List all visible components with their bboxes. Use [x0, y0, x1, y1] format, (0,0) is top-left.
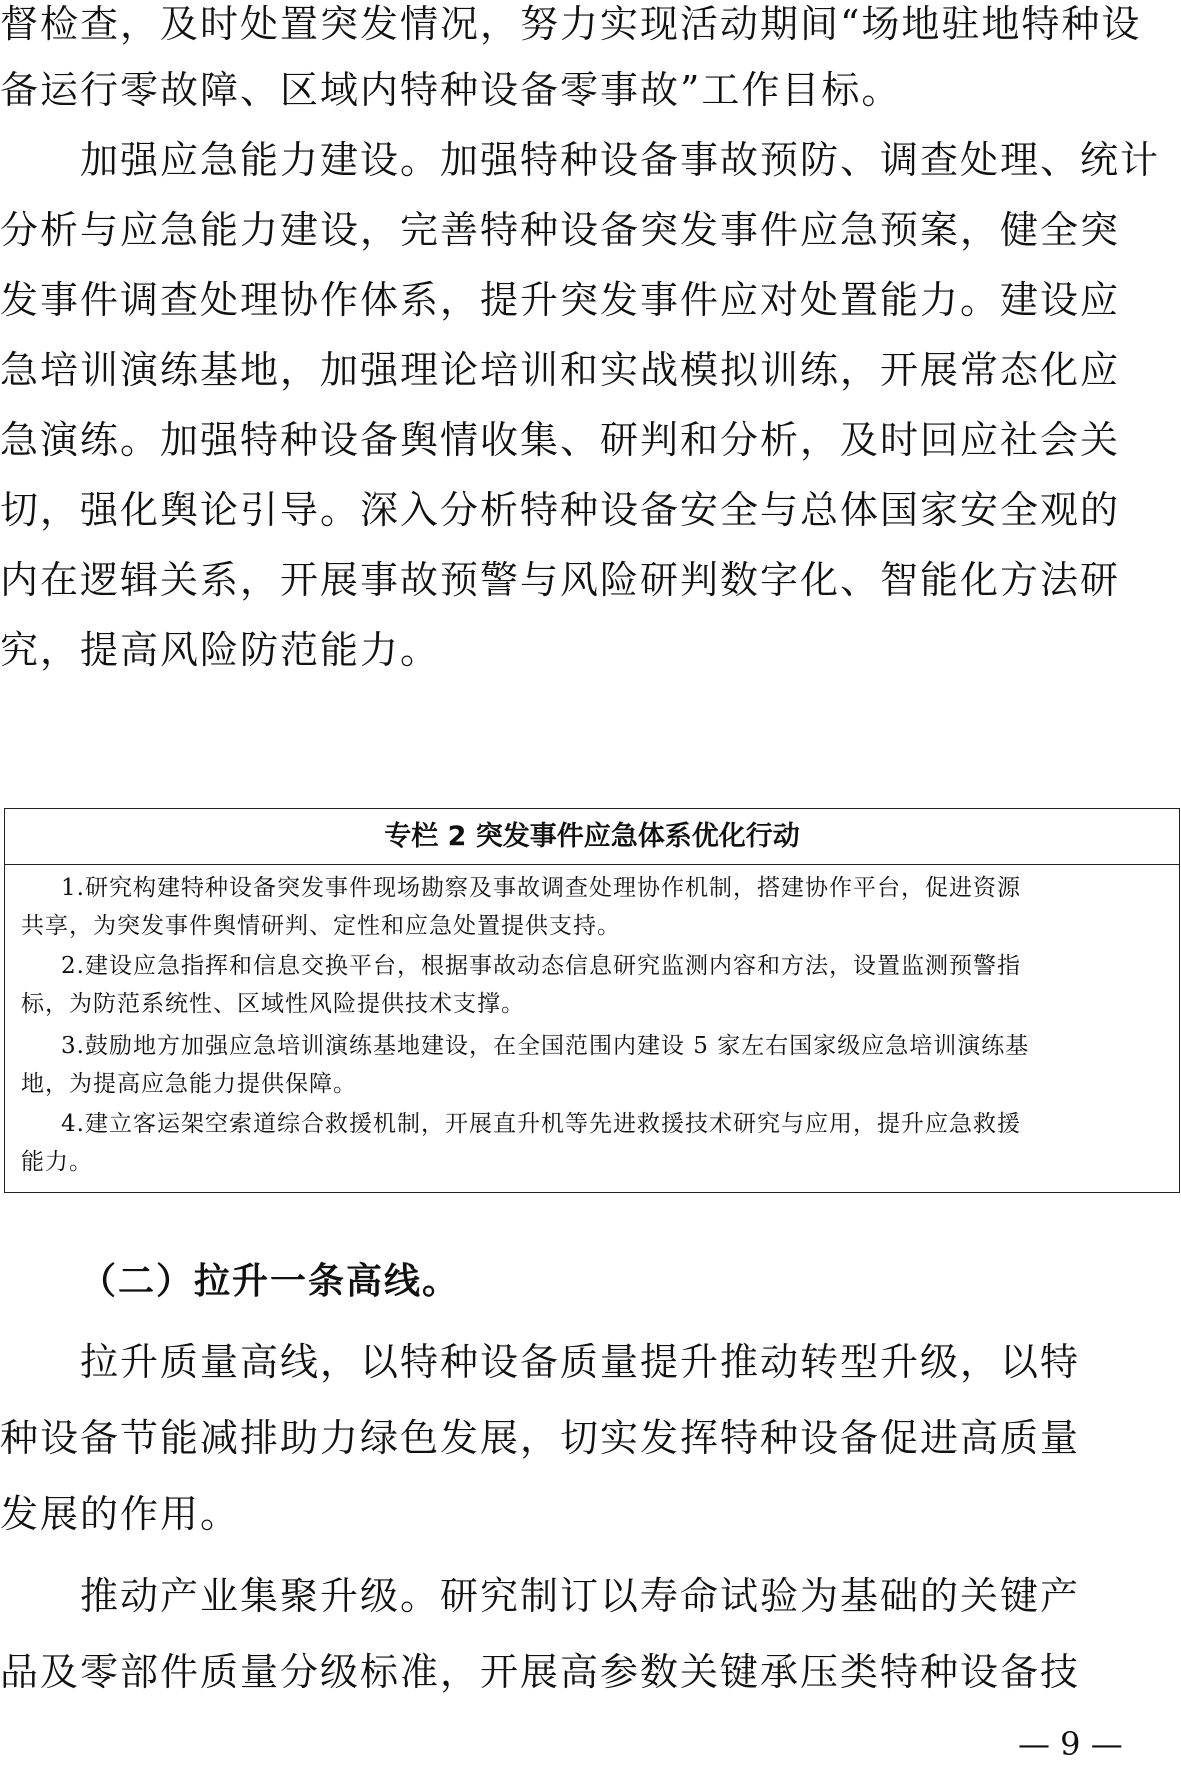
box-item-first-line: 3.鼓励地方加强应急培训演练基地建设，在全国范围内建设 5 家左右国家级应急培训演练基 [61, 1033, 1030, 1059]
body-text-line: 急演练。加强特种设备舆情收集、研判和分析，及时回应社会关 [0, 418, 1121, 462]
paragraph-first-line: 拉升质量高线，以特种设备质量提升推动转型升级，以特 [80, 1340, 1081, 1384]
box-item-continuation: 共享，为突发事件舆情研判、定性和应急处置提供支持。 [21, 913, 621, 939]
body-text-line: 分析与应急能力建设，完善特种设备突发事件应急预案，健全突 [0, 208, 1121, 252]
body-text-line: 种设备节能减排助力绿色发展，切实发挥特种设备促进高质量 [0, 1416, 1081, 1460]
box-item-first-line: 4.建立客运架空索道综合救援机制，开展直升机等先进救援技术研究与应用，提升应急救援 [61, 1111, 1021, 1137]
paragraph-first-line: 加强应急能力建设。加强特种设备事故预防、调查处理、统计 [80, 138, 1161, 182]
paragraph-first-line: 推动产业集聚升级。研究制订以寿命试验为基础的关键产 [80, 1574, 1081, 1618]
body-text-line: 发展的作用。 [0, 1492, 241, 1536]
body-text-line: 备运行零故障、区域内特种设备零事故”工作目标。 [0, 68, 902, 112]
box-item-continuation: 地，为提高应急能力提供保障。 [21, 1071, 357, 1097]
special-column-box [4, 808, 1180, 1193]
body-text-line: 督检查，及时处置突发情况，努力实现活动期间“场地驻地特种设 [0, 2, 1142, 46]
body-text-line: 切，强化舆论引导。深入分析特种设备安全与总体国家安全观的 [0, 488, 1121, 532]
box-title: 专栏 2 突发事件应急体系优化行动 [5, 809, 1179, 865]
box-item-continuation: 能力。 [21, 1149, 93, 1175]
box-item-first-line: 1.研究构建特种设备突发事件现场勘察及事故调查处理协作机制，搭建协作平台，促进资源 [61, 875, 1021, 901]
body-text-line: 内在逻辑关系，开展事故预警与风险研判数字化、智能化方法研 [0, 558, 1121, 602]
box-item-first-line: 2.建设应急指挥和信息交换平台，根据事故动态信息研究监测内容和方法，设置监测预警指 [61, 953, 1021, 979]
body-text-line: 急培训演练基地，加强理论培训和实战模拟训练，开展常态化应 [0, 348, 1121, 392]
body-text-line: 品及零部件质量分级标准，开展高参数关键承压类特种设备技 [0, 1650, 1081, 1694]
page-number: — 9 — [1018, 1725, 1123, 1763]
body-text-line: 发事件调查处理协作体系，提升突发事件应对处置能力。建设应 [0, 278, 1121, 322]
body-text-line: 究，提高风险防范能力。 [0, 628, 441, 672]
box-item-continuation: 标，为防范系统性、区域性风险提供技术支撑。 [21, 991, 525, 1017]
section-heading: （二）拉升一条高线。 [80, 1261, 461, 1302]
